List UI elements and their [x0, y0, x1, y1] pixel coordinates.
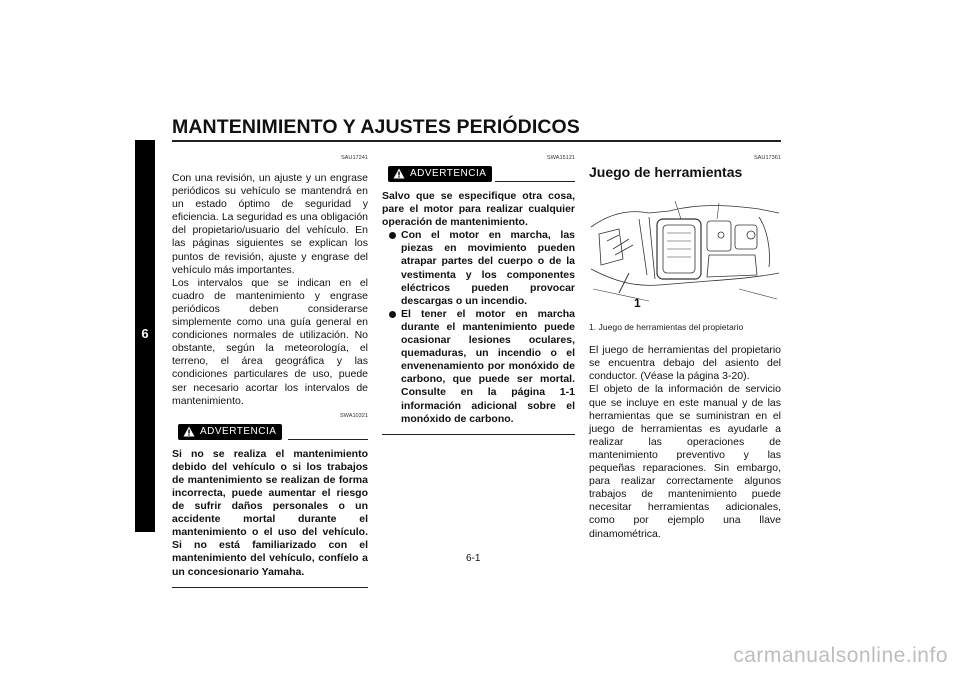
warning-label: ADVERTENCIA — [200, 425, 277, 437]
warning-line — [495, 181, 575, 182]
warning-lead: Salvo que se especifique otra cosa, pare el motor para realizar cualquier operación de mantenimiento. — [382, 190, 575, 229]
warning-header — [382, 164, 575, 184]
warning-badge — [178, 424, 282, 440]
toolkit-illustration — [589, 189, 781, 307]
warning-triangle-icon — [393, 168, 405, 179]
warning-code: SWA10321 — [339, 412, 368, 419]
warning-text: Si no se realiza el mantenimiento debido del vehículo o si los trabajos de mantenimiento se realizan de forma incorrecta, puede aumentar el riesgo de sufrir daños personales o un accidente mortal durante el mantenimiento o el uso del vehículo. Si no está familiarizado con el mantenimiento del vehículo, confíelo a un concesionario Yamaha. — [172, 447, 368, 578]
column-2 — [382, 154, 575, 435]
section-code: SAU17361 — [753, 155, 781, 161]
page-title: MANTENIMIENTO Y AJUSTES PERIÓDICOS — [172, 116, 580, 138]
warning-bullet-list — [382, 229, 575, 425]
intro-paragraph: Con una revisión, un ajuste y un engrase periódicos su vehículo se mantendrá en un estado óptimo de seguridad y eficiencia. La seguridad es una obligación del propietario/usuario del vehículo. En las páginas siguientes se explican los puntos de revisión, ajuste y engrase del vehículo más importantes. — [172, 172, 368, 276]
section-title: Juego de herramientas — [589, 164, 743, 180]
bullet-icon — [389, 232, 396, 239]
warning-code: SWA15121 — [546, 155, 575, 161]
warning-end-rule — [382, 434, 575, 435]
column-3 — [589, 154, 781, 541]
warning-header — [172, 422, 368, 442]
column-1 — [172, 154, 368, 588]
figure-caption: 1. Juego de herramientas del propietario — [589, 322, 744, 333]
warning-label: ADVERTENCIA — [410, 168, 487, 179]
toolkit-figure — [589, 189, 781, 311]
bullet-icon — [389, 311, 396, 318]
watermark: carmanualsonline.info — [733, 644, 948, 667]
warning-badge — [388, 166, 492, 182]
page-number: 6-1 — [466, 553, 481, 564]
title-rule — [172, 140, 781, 142]
intervals-paragraph: Los intervalos que se indican en el cuadro de mantenimiento y engrase periódicos deben considerarse simplemente como una guía general en condiciones normales de utilización. No obstante, según la meteorología, el terreno, el área geográfica y las condiciones particulares de uso, puede ser necesario acortar los intervalos de mantenimiento. — [172, 276, 368, 407]
list-item-text: El tener el motor en marcha durante el mantenimiento puede ocasionar lesiones oculares, quemaduras, un incendio o el envenenamiento por monóxido de carbono, que puede ser mortal. Consulte en la página 1-1 información adicional sobre el monóxido de carbono. — [401, 307, 575, 425]
list-item-text: Con el motor en marcha, las piezas en movimiento pueden atrapar partes del cuerpo o de la vestimenta y los componentes eléctricos pueden provocar descargas o un incendio. — [401, 229, 575, 307]
toolkit-location-paragraph: El juego de herramientas del propietario se encuentra debajo del asiento del conductor. (Véase la página 3-20). — [589, 344, 781, 383]
warning-end-rule — [172, 587, 368, 588]
chapter-number: 6 — [141, 326, 149, 341]
list-item — [382, 229, 575, 308]
warning-line — [288, 439, 368, 440]
chapter-tab — [135, 140, 155, 532]
section-code: SAU17241 — [340, 155, 368, 161]
list-item — [382, 308, 575, 426]
toolkit-purpose-paragraph: El objeto de la información de servicio que se incluye en este manual y de las herramientas que se suministran en el juego de herramientas es ayudarle a realizar las operaciones de mantenimiento preventivo y las pequeñas reparaciones. Sin embargo, para realizar correctamente algunos trabajos de mantenimiento puede necesitar herramientas adicionales, como por ejemplo una llave dinamométrica. — [589, 383, 781, 540]
warning-triangle-icon — [183, 426, 195, 437]
figure-callout: 1 — [634, 296, 641, 311]
